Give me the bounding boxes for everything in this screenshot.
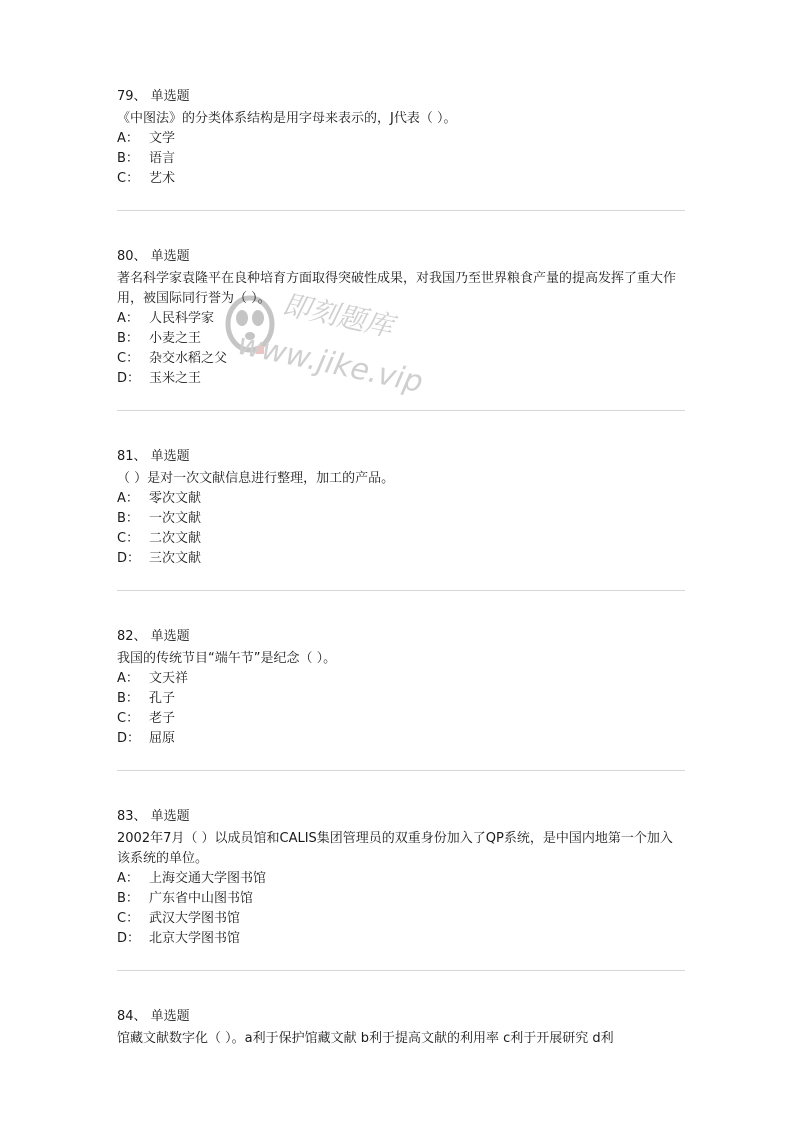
option-d bbox=[117, 549, 685, 569]
question-stem: （ ）是对一次文献信息进行整理，加工的产品。 bbox=[117, 471, 395, 486]
option-d bbox=[117, 729, 685, 749]
watermark-url: www.jike.vip bbox=[234, 326, 426, 401]
question-80 bbox=[117, 247, 685, 389]
option-text: 语言 bbox=[149, 151, 176, 166]
option-c bbox=[117, 349, 685, 369]
option-b bbox=[117, 329, 685, 349]
option-text: 二次文献 bbox=[149, 531, 202, 546]
option-b bbox=[117, 149, 685, 169]
question-84 bbox=[117, 1007, 685, 1049]
option-letter: D： bbox=[117, 731, 141, 746]
option-letter: D： bbox=[117, 931, 141, 946]
question-header bbox=[117, 807, 685, 827]
option-d bbox=[117, 369, 685, 389]
option-letter: C： bbox=[117, 351, 140, 366]
divider bbox=[117, 210, 685, 211]
option-letter: C： bbox=[117, 531, 140, 546]
option-letter: B： bbox=[117, 151, 139, 166]
option-text: 武汉大学图书馆 bbox=[149, 911, 241, 926]
option-text: 艺术 bbox=[149, 171, 176, 186]
question-number: 79 bbox=[117, 89, 134, 104]
option-text: 文学 bbox=[149, 131, 176, 146]
question-header bbox=[117, 247, 685, 267]
option-c bbox=[117, 709, 685, 729]
option-text: 孔子 bbox=[149, 691, 176, 706]
question-82 bbox=[117, 627, 685, 749]
option-letter: B： bbox=[117, 691, 139, 706]
option-text: 屈原 bbox=[149, 731, 176, 746]
option-letter: A： bbox=[117, 671, 139, 686]
watermark-name: 即刻题库 bbox=[279, 287, 396, 344]
question-81 bbox=[117, 447, 685, 569]
option-letter: C： bbox=[117, 911, 140, 926]
option-c bbox=[117, 909, 685, 929]
option-b bbox=[117, 689, 685, 709]
option-c bbox=[117, 529, 685, 549]
question-type: 、 单选题 bbox=[133, 629, 190, 644]
question-stem: 著名科学家袁隆平在良种培育方面取得突破性成果，对我国乃至世界粮食产量的提高发挥了重大作用，被国际同行誉为（ ）。 bbox=[117, 271, 677, 306]
option-a bbox=[117, 869, 685, 889]
question-header bbox=[117, 627, 685, 647]
option-b bbox=[117, 889, 685, 909]
question-number: 80 bbox=[117, 249, 134, 264]
option-text: 广东省中山图书馆 bbox=[149, 891, 254, 906]
divider bbox=[117, 410, 685, 411]
option-a bbox=[117, 489, 685, 509]
divider bbox=[117, 770, 685, 771]
option-letter: C： bbox=[117, 171, 140, 186]
option-letter: A： bbox=[117, 311, 139, 326]
option-letter: B： bbox=[117, 511, 139, 526]
question-number: 82 bbox=[117, 629, 134, 644]
option-letter: A： bbox=[117, 131, 139, 146]
option-letter: D： bbox=[117, 371, 141, 386]
question-type: 、 单选题 bbox=[133, 1009, 190, 1024]
question-number: 83 bbox=[117, 809, 134, 824]
question-type: 、 单选题 bbox=[133, 89, 190, 104]
question-header bbox=[117, 1007, 685, 1027]
option-text: 三次文献 bbox=[149, 551, 202, 566]
option-letter: B： bbox=[117, 891, 139, 906]
option-a bbox=[117, 669, 685, 689]
option-text: 玉米之王 bbox=[149, 371, 202, 386]
question-79 bbox=[117, 87, 685, 189]
divider bbox=[117, 970, 685, 971]
question-number: 84 bbox=[117, 1009, 134, 1024]
option-text: 北京大学图书馆 bbox=[149, 931, 241, 946]
question-stem: 《中图法》的分类体系结构是用字母来表示的，J代表（ ）。 bbox=[117, 111, 457, 126]
option-a bbox=[117, 129, 685, 149]
divider bbox=[117, 590, 685, 591]
question-stem: 馆藏文献数字化（ ）。a利于保护馆藏文献 b利于提高文献的利用率 c利于开展研究 d利 bbox=[117, 1031, 614, 1046]
question-header bbox=[117, 87, 685, 107]
option-text: 杂交水稻之父 bbox=[149, 351, 228, 366]
question-header bbox=[117, 447, 685, 467]
option-text: 零次文献 bbox=[149, 491, 202, 506]
question-stem: 我国的传统节目“端午节”是纪念（ ）。 bbox=[117, 651, 337, 666]
question-type: 、 单选题 bbox=[133, 449, 190, 464]
question-type: 、 单选题 bbox=[133, 809, 190, 824]
option-text: 一次文献 bbox=[149, 511, 202, 526]
question-stem: 2002年7月（ ）以成员馆和CALIS集团管理员的双重身份加入了QP系统，是中国内地第一个加入该系统的单位。 bbox=[117, 831, 673, 866]
option-text: 上海交通大学图书馆 bbox=[149, 871, 267, 886]
option-letter: D： bbox=[117, 551, 141, 566]
option-text: 人民科学家 bbox=[149, 311, 215, 326]
question-number: 81 bbox=[117, 449, 134, 464]
question-83 bbox=[117, 807, 685, 949]
option-c bbox=[117, 169, 685, 189]
option-b bbox=[117, 509, 685, 529]
option-text: 文天祥 bbox=[149, 671, 189, 686]
option-letter: A： bbox=[117, 491, 139, 506]
option-letter: C： bbox=[117, 711, 140, 726]
question-type: 、 单选题 bbox=[133, 249, 190, 264]
option-letter: B： bbox=[117, 331, 139, 346]
option-letter: A： bbox=[117, 871, 139, 886]
option-a bbox=[117, 309, 685, 329]
option-text: 小麦之王 bbox=[149, 331, 202, 346]
option-d bbox=[117, 929, 685, 949]
option-text: 老子 bbox=[149, 711, 176, 726]
